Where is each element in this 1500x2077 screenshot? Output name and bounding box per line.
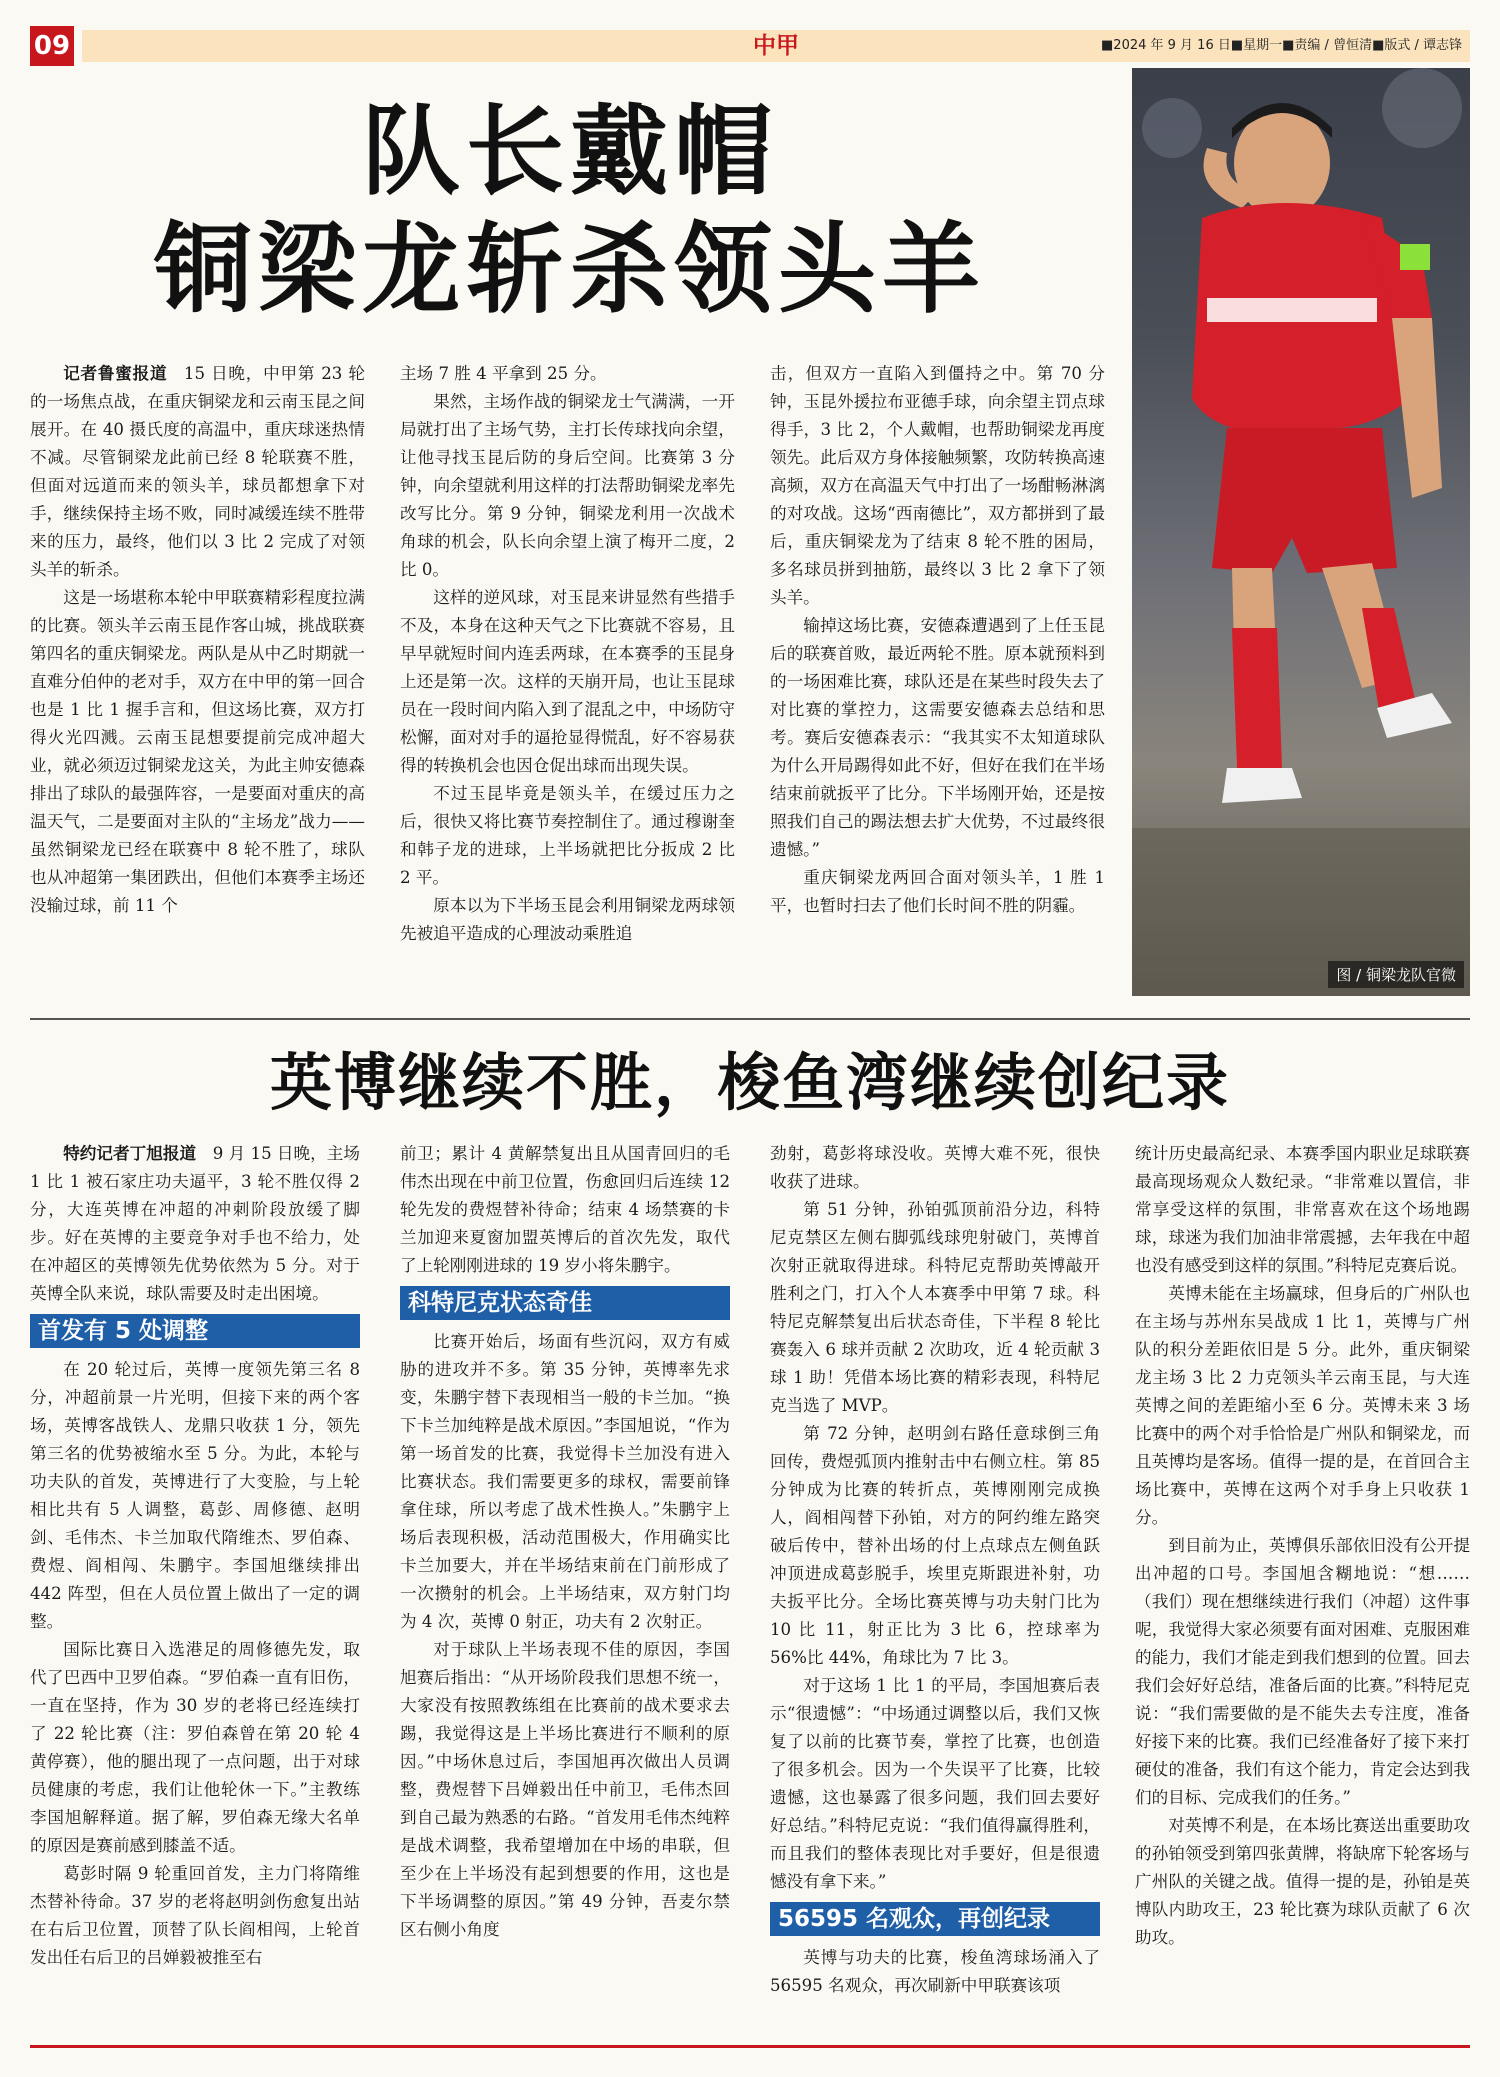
lead-paragraph: 原本以为下半场玉昆会利用铜梁龙两球领先被追平造成的心理波动乘胜追 — [400, 896, 735, 943]
second-paragraph: 对英博不利是，在本场比赛送出重要助攻的孙铂领受到第四张黄牌，将缺席下轮客场与广州队的关键之战。值得一提的是，孙铂是英博队内助攻王，23 轮比赛为球队贡献了 6 次助攻。 — [1135, 1816, 1470, 1947]
second-paragraph: 国际比赛日入选港足的周修德先发，取代了巴西中卫罗伯森。“罗伯森一直有旧伤，一直在坚持，作为 30 岁的老将已经连续打了 22 轮比赛（注：罗伯森曾在第 20 轮 4 黄停赛），他的腿出现了一点问题，出于对球员健康的考虑，我们让他轮休一下。”主教练李国旭解释道。据了解，罗伯森无缘大名单的原因是赛前感到膝盖不适。 — [30, 1640, 360, 1855]
second-paragraph — [30, 1140, 360, 1308]
second-paragraph: 对于球队上半场表现不佳的原因，李国旭赛后指出：“从开场阶段我们思想不统一，大家没有按照教练组在比赛前的战术要求去踢，我觉得这是上半场比赛进行不顺利的原因。”中场休息过后，李国旭再次做出人员调整，费煜替下吕婵毅出任中前卫，毛伟杰回到自己最为熟悉的右路。“首发用毛伟杰纯粹是战术调整，我希望增加在中场的串联，但至少在上半场没有起到想要的作用，这也是下半场调整的原因。”第 49 分钟，吾麦尔禁区右侧小角度 — [400, 1640, 730, 1939]
lead-headline-line2: 铜梁龙斩杀领头羊 — [153, 213, 986, 327]
header-meta: ■2024 年 9 月 16 日■星期一■责编 / 曾恒清■版式 / 谭志锋 — [1101, 38, 1462, 53]
second-paragraph: 比赛开始后，场面有些沉闷，双方有威胁的进攻并不多。第 35 分钟，英博率先求变，朱鹏宇替下表现相当一般的卡兰加。“换下卡兰加纯粹是战术原因。”李国旭说，“作为第一场首发的比赛，我觉得卡兰加没有进入比赛状态。我们需要更多的球权，需要前锋拿住球，所以考虑了战术性换人。”朱鹏宇上场后表现积极，活动范围极大，作用确实比卡兰加要大，并在半场结束前在门前形成了一次攒射的机会。上半场结束，双方射门均为 4 次，英博 0 射正，功夫有 2 次射正。 — [400, 1332, 730, 1631]
lead-paragraph: 果然，主场作战的铜梁龙士气满满，一开局就打出了主场气势，主打长传球找向余望，让他寻找玉昆后防的身后空间。比赛第 3 分钟，向余望就利用这样的打法帮助铜梁龙率先改写比分。第 9 分钟，铜梁龙利用一次战术角球的机会，队长向余望上演了梅开二度，2 比 0。 — [400, 392, 735, 579]
second-paragraph: 劲射，葛彭将球没收。英博大难不死，很快收获了进球。 — [770, 1144, 1100, 1191]
second-paragraph: 在 20 轮过后，英博一度领先第三名 8 分，冲超前景一片光明，但接下来的两个客场，英博客战铁人、龙鼎只收获 1 分，领先第三名的优势被缩水至 5 分。为此，本轮与功夫队的首发，英博进行了大变脸，与上轮相比共有 5 人调整，葛彭、周修德、赵明剑、毛伟杰、卡兰加取代隋维杰、罗伯森、费煜、阎相闯、朱鹏宇。李国旭继续排出 442 阵型，但在人员位置上做出了一定的调整。 — [30, 1360, 360, 1631]
lead-paragraph — [30, 360, 365, 584]
second-column-3 — [770, 1140, 1100, 2000]
lead-byline: 记者鲁蜜报道 — [63, 364, 168, 383]
second-column-1 — [30, 1140, 360, 1972]
second-headline: 英博继续不胜，梭鱼湾继续创纪录 — [269, 1046, 1230, 1119]
second-paragraph: 葛彭时隔 9 轮重回首发，主力门将隋维杰替补待命。37 岁的老将赵明剑伤愈复出站在右后卫位置，顶替了队长阎相闯，上轮首发出任右后卫的吕婵毅被推至右 — [30, 1864, 360, 1967]
subhead-lineup-changes: 首发有 5 处调整 — [30, 1314, 360, 1348]
second-paragraph-text: 9 月 15 日晚，主场 1 比 1 被石家庄功夫逼平，3 轮不胜仅得 2 分，大连英博在冲超的冲刺阶段放缓了脚步。好在英博的主要竞争对手也不给力，处在冲超区的英博领先优势依然为 5 分。对于英博全队来说，球队需要及时走出困境。 — [30, 1144, 360, 1303]
second-paragraph: 英博与功夫的比赛，梭鱼湾球场涌入了 56595 名观众，再次刷新中甲联赛该项 — [770, 1948, 1100, 1995]
second-paragraph: 第 51 分钟，孙铂弧顶前沿分边，科特尼克禁区左侧右脚弧线球兜射破门，英博首次射正就取得进球。科特尼克帮助英博敲开胜利之门，打入个人本赛季中甲第 7 球。科特尼克解禁复出后状态奇佳，下半程 8 轮比赛轰入 6 球并贡献 2 次助攻，近 4 轮贡献 3 球 1 助！凭借本场比赛的精彩表现，科特尼克当选了 MVP。 — [770, 1200, 1100, 1415]
lead-column-2 — [400, 360, 735, 948]
photo-credit: 图 / 铜梁龙队官微 — [1328, 961, 1464, 988]
second-column-4 — [1135, 1140, 1470, 1952]
section-name: 中甲 — [753, 33, 799, 59]
lead-column-3 — [770, 360, 1105, 920]
page-number: 09 — [30, 26, 74, 66]
second-paragraph: 对于这场 1 比 1 的平局，李国旭赛后表示“很遗憾”：“中场通过调整以后，我们又恢复了以前的比赛节奏，掌控了比赛，也创造了很多机会。因为一个失误平了比赛，比较遗憾，这也暴露了很多问题，我们回去要好好总结。”科特尼克说：“我们值得赢得胜利，而且我们的整体表现比对手要好，但是很遗憾没有拿下来。” — [770, 1676, 1100, 1891]
lead-paragraph: 输掉这场比赛，安德森遭遇到了上任玉昆后的联赛首败，最近两轮不胜。原本就预料到的一场困难比赛，球队还是在某些时段失去了对比赛的掌控力，这需要安德森去总结和思考。赛后安德森表示：“我其实不太知道球队为什么开局踢得如此不好，但好在我们在半场结束前就扳平了比分。下半场刚开始，还是按照我们自己的踢法想去扩大优势，不过最终很遗憾。” — [770, 616, 1105, 859]
lead-paragraph-text: 15 日晚，中甲第 23 轮的一场焦点战，在重庆铜梁龙和云南玉昆之间展开。在 40 摄氏度的高温中，重庆球迷热情不减。尽管铜梁龙此前已经 8 轮联赛不胜，但面对远道而来的领头羊，球员都想拿下对手，继续保持主场不败，同时减缓连续不胜带来的压力，最终，他们以 3 比 2 完成了对领头羊的斩杀。 — [30, 364, 365, 579]
second-column-2 — [400, 1140, 730, 1944]
page-header — [30, 26, 1470, 66]
second-paragraph: 第 72 分钟，赵明剑右路任意球倒三角回传，费煜弧顶内推射击中右侧立柱。第 85 分钟成为比赛的转折点，英博刚刚完成换人，阎相闯替下孙铂，对方的阿约维左路突破后传中，替补出场的付上点球点左侧鱼跃冲顶进成葛彭脱手，埃里克斯跟进补射，功夫扳平比分。全场比赛英博与功夫射门比为 10 比 11，射正比为 3 比 6，控球率为 56%比 44%，角球比为 7 比 3。 — [770, 1424, 1100, 1667]
second-paragraph: 统计历史最高纪录、本赛季国内职业足球联赛最高现场观众人数纪录。“非常难以置信，非常享受这样的氛围，非常喜欢在这个场地踢球，球迷为我们加油非常震撼，去年我在中超也没有感受到这样的氛围。”科特尼克赛后说。 — [1135, 1144, 1470, 1275]
lead-paragraph: 击，但双方一直陷入到僵持之中。第 70 分钟，玉昆外援拉布亚德手球，向余望主罚点球得手，3 比 2，个人戴帽，也帮助铜梁龙再度领先。此后双方身体接触频繁，攻防转换高速高频，双方在高温天气中打出了一场酣畅淋漓的对攻战。这场“西南德比”，双方都拼到了最后，重庆铜梁龙为了结束 8 轮不胜的困局，多名球员拼到抽筋，最终以 3 比 2 拿下了领头羊。 — [770, 364, 1105, 607]
header-band — [82, 30, 1470, 62]
lead-paragraph: 这是一场堪称本轮中甲联赛精彩程度拉满的比赛。领头羊云南玉昆作客山城，挑战联赛第四名的重庆铜梁龙。两队是从中乙时期就一直难分伯仲的老对手，双方在中甲的第一回合也是 1 比 1 握手言和，但这场比赛，双方打得火光四溅。云南玉昆想要提前完成冲超大业，就必须迈过铜梁龙这关，为此主帅安德森排出了球队的最强阵容，一是要面对重庆的高温天气，二是要面对主队的“主场龙”战力——虽然铜梁龙已经在联赛中 8 轮不胜了，球队也从冲超第一集团跌出，但他们本赛季主场还没输过球，前 11 个 — [30, 588, 365, 915]
second-paragraph: 到目前为止，英博俱乐部依旧没有公开提出冲超的口号。李国旭含糊地说：“想……（我们）现在想继续进行我们（冲超）这件事呢，我觉得大家必须要有面对困难、克服困难的能力，我们才能走到我们想到的位置。回去我们会好好总结，准备后面的比赛。”科特尼克说：“我们需要做的是不能失去专注度，准备好接下来的比赛。我们已经准备好了接下来打硬仗的准备，我们有这个能力，肯定会达到我们的目标、完成我们的任务。” — [1135, 1536, 1470, 1807]
player-photo — [1132, 68, 1470, 996]
second-byline: 特约记者丁旭报道 — [63, 1144, 197, 1163]
lead-paragraph: 重庆铜梁龙两回合面对领头羊，1 胜 1 平，也暂时扫去了他们长时间不胜的阴霾。 — [770, 868, 1105, 915]
second-paragraph: 英博未能在主场赢球，但身后的广州队也在主场与苏州东吴战成 1 比 1，英博与广州队的积分差距依旧是 5 分。此外，重庆铜梁龙主场 3 比 2 力克领头羊云南玉昆，与大连英博之间的差距缩小至 6 分。英博未来 3 场比赛中的两个对手恰恰是广州队和铜梁龙，而且英博均是客场。值得一提的是，在首回合主场比赛中，英博在这两个对手身上只收获 1 分。 — [1135, 1284, 1470, 1527]
lead-paragraph: 主场 7 胜 4 平拿到 25 分。 — [400, 364, 607, 383]
second-paragraph: 前卫；累计 4 黄解禁复出且从国青回归的毛伟杰出现在中前卫位置，伤愈回归后连续 12 轮先发的费煜替补待命；结束 4 场禁赛的卡兰加迎来夏窗加盟英博后的首次先发，取代了上轮刚刚进球的 19 岁小将朱鹏宇。 — [400, 1144, 730, 1275]
bottom-rule — [30, 2045, 1470, 2048]
lead-paragraph: 这样的逆风球，对玉昆来讲显然有些措手不及，本身在这种天气之下比赛就不容易，且早早就短时间内连丢两球，在本赛季的玉昆身上还是第一次。这样的天崩开局，也让玉昆球员在一段时间内陷入到了混乱之中，中场防守松懈，面对对手的逼抢显得慌乱，好不容易获得的转换机会也因仓促出球而出现失误。 — [400, 588, 735, 775]
lead-paragraph: 不过玉昆毕竟是领头羊，在缓过压力之后，很快又将比赛节奏控制住了。通过穆谢奎和韩子龙的进球，上半场就把比分扳成 2 比 2 平。 — [400, 784, 735, 887]
subhead-kotnik-form: 科特尼克状态奇佳 — [400, 1286, 730, 1320]
story-divider — [30, 1018, 1470, 1020]
lead-column-1 — [30, 360, 365, 920]
player-figure-icon — [1132, 68, 1470, 996]
subhead-attendance-record: 56595 名观众，再创纪录 — [770, 1902, 1100, 1936]
lead-headline-line1: 队长戴帽 — [361, 95, 778, 209]
